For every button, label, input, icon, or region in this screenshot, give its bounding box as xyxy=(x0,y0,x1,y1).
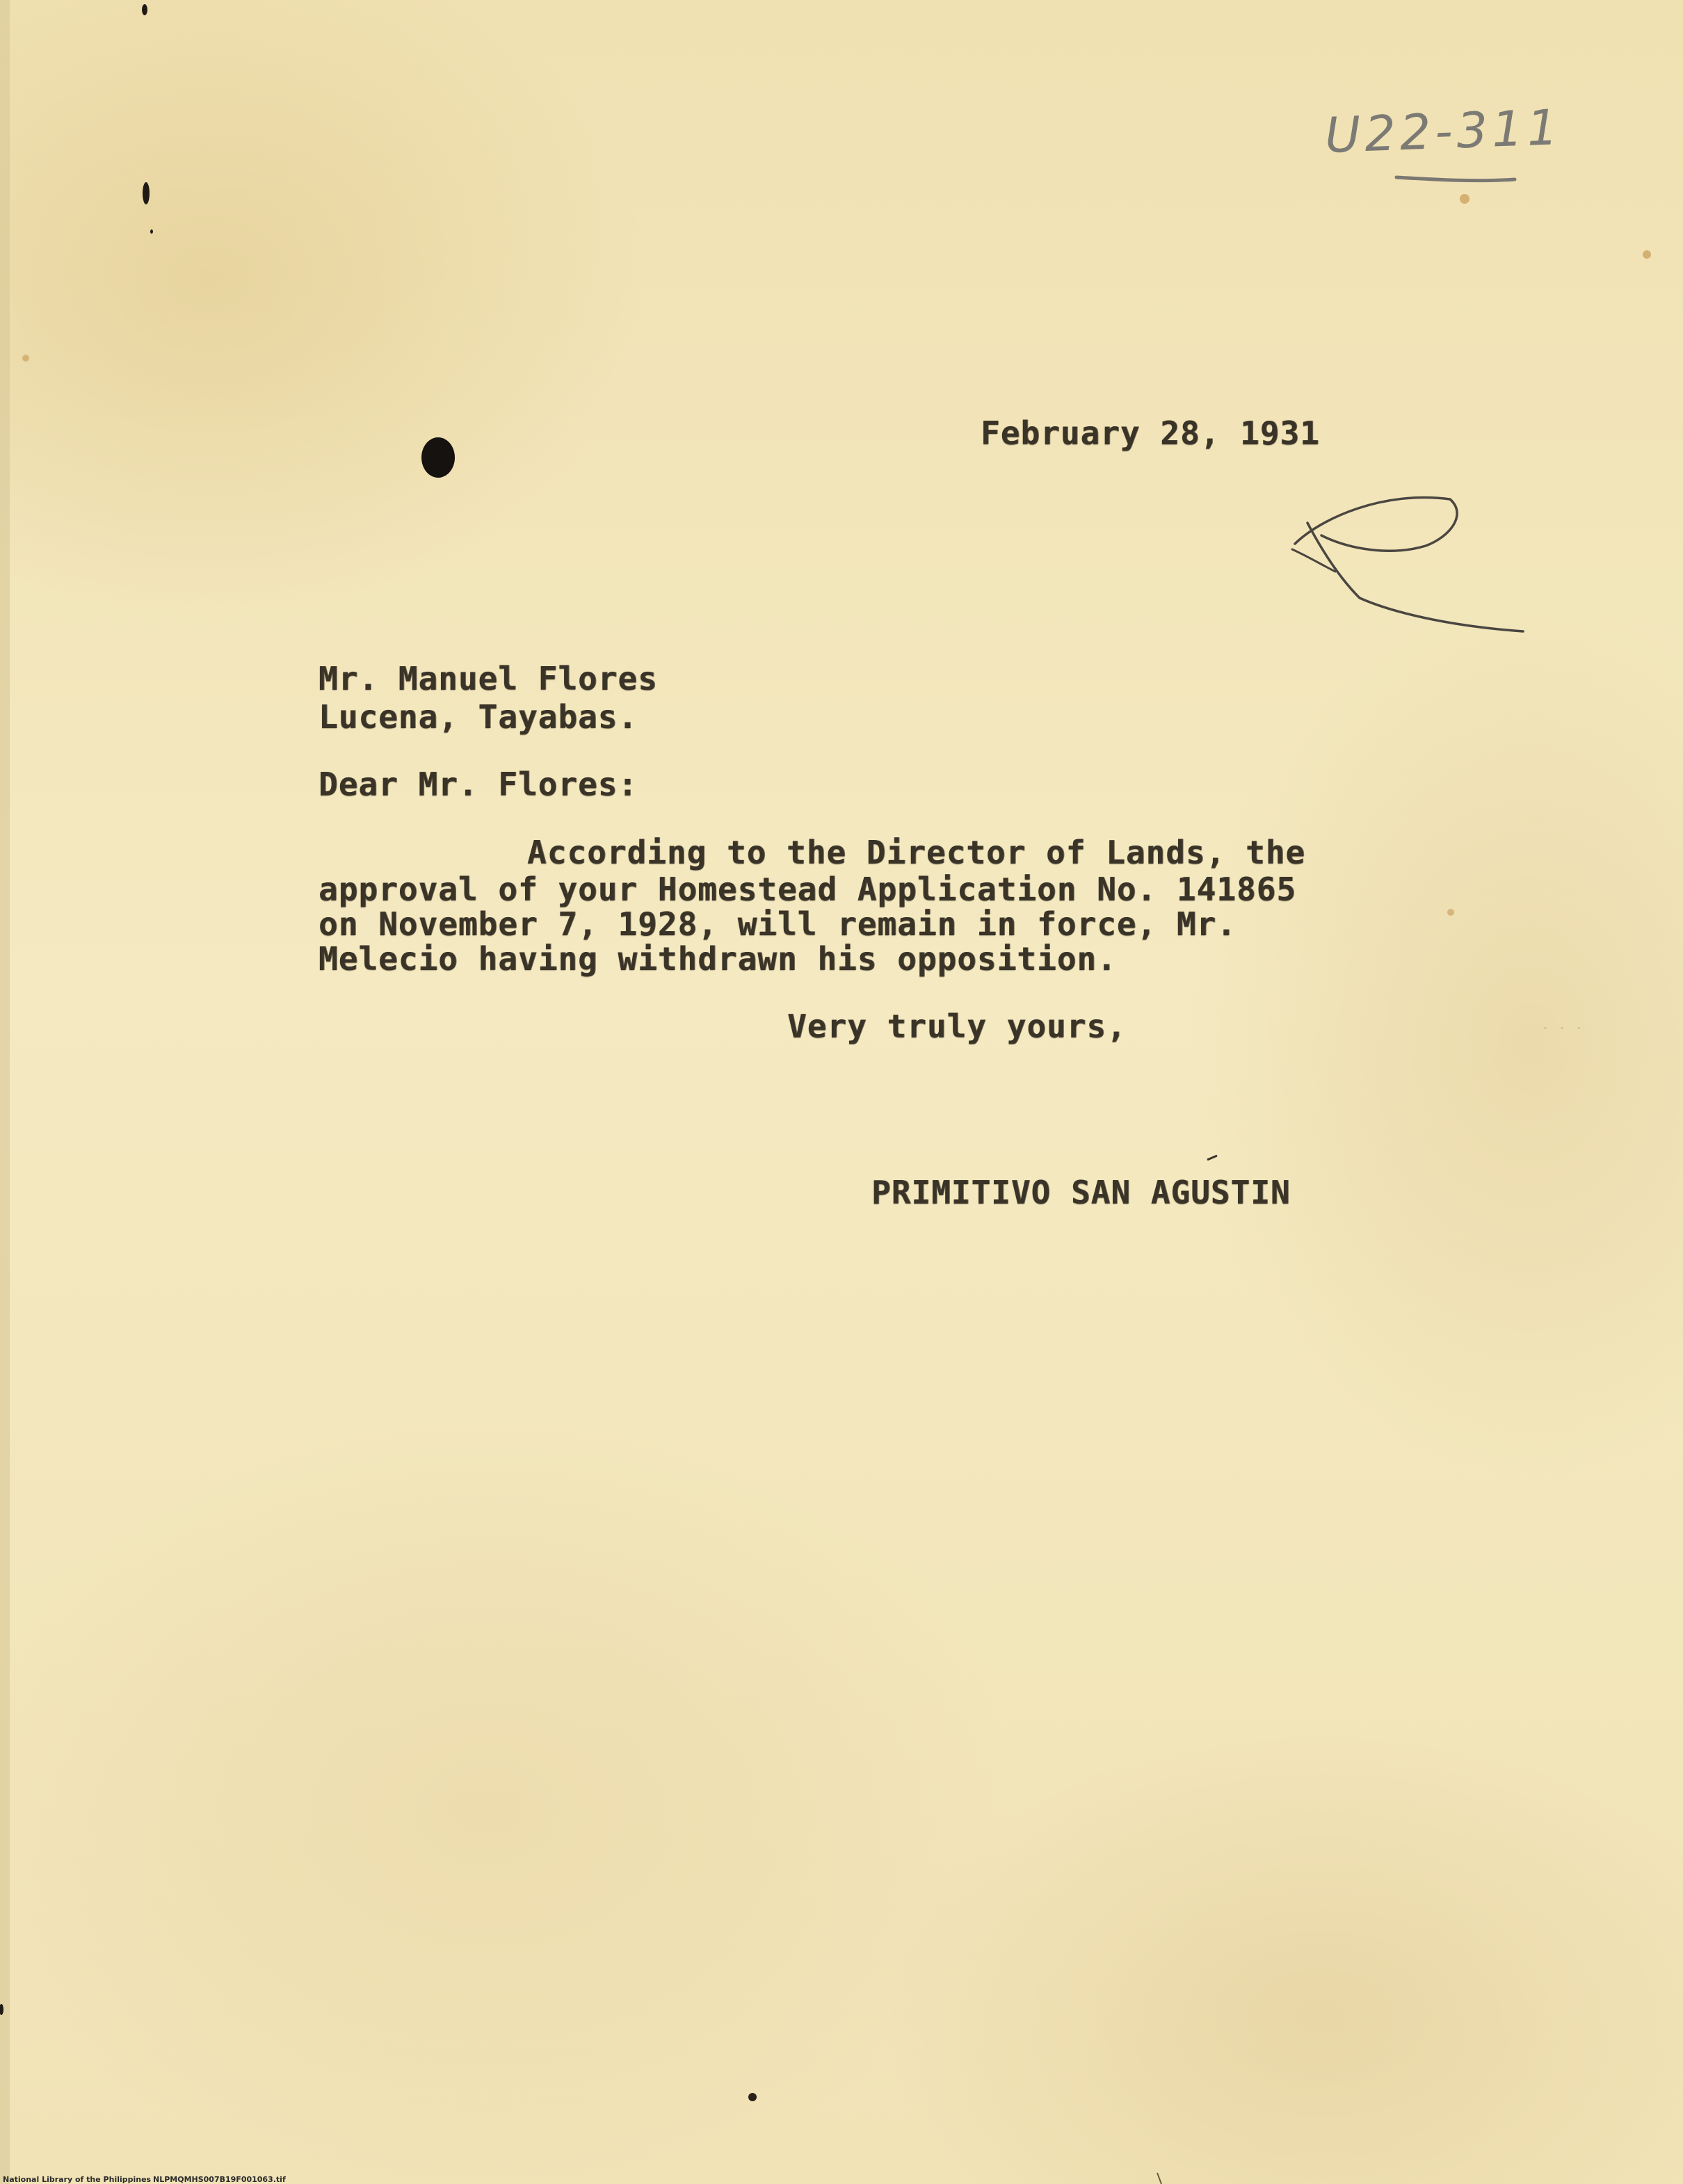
bleed-through-mark: . . . xyxy=(1541,1016,1584,1033)
ink-speck xyxy=(142,4,147,15)
age-spot xyxy=(1447,909,1454,916)
body-line: approval of your Homestead Application No. 141865 xyxy=(319,871,1297,908)
recipient-address: Lucena, Tayabas. xyxy=(319,698,638,736)
paper-tear xyxy=(1157,2173,1161,2184)
age-spot xyxy=(1460,194,1469,204)
footer-credit: National Library of the Philippines xyxy=(3,2175,152,2184)
letter-date: February 28, 1931 xyxy=(981,414,1320,452)
ink-blot xyxy=(421,437,455,478)
ink-speck xyxy=(748,2093,757,2101)
footer-filename: NLPMQMHS007B19F001063.tif xyxy=(153,2175,286,2184)
pencil-initial-stroke xyxy=(1307,523,1523,631)
archive-code-underline xyxy=(1396,177,1515,181)
signatory-name: PRIMITIVO SAN AGUSTIN xyxy=(871,1174,1291,1211)
body-line: According to the Director of Lands, the xyxy=(527,834,1306,871)
ink-speck xyxy=(150,229,153,234)
body-line: on November 7, 1928, will remain in force, Mr. xyxy=(319,905,1237,943)
salutation: Dear Mr. Flores: xyxy=(319,766,638,803)
left-edge-shadow xyxy=(0,0,10,2184)
recipient-name: Mr. Manuel Flores xyxy=(319,660,658,697)
body-line: Melecio having withdrawn his opposition. xyxy=(319,940,1117,978)
age-spot xyxy=(22,355,29,362)
typewriter-stray-mark xyxy=(1207,1156,1217,1160)
age-spot xyxy=(1643,250,1651,259)
ink-speck xyxy=(143,182,150,204)
archive-code-annotation: U22-311 xyxy=(1323,99,1563,164)
closing: Very truly yours, xyxy=(787,1008,1127,1045)
